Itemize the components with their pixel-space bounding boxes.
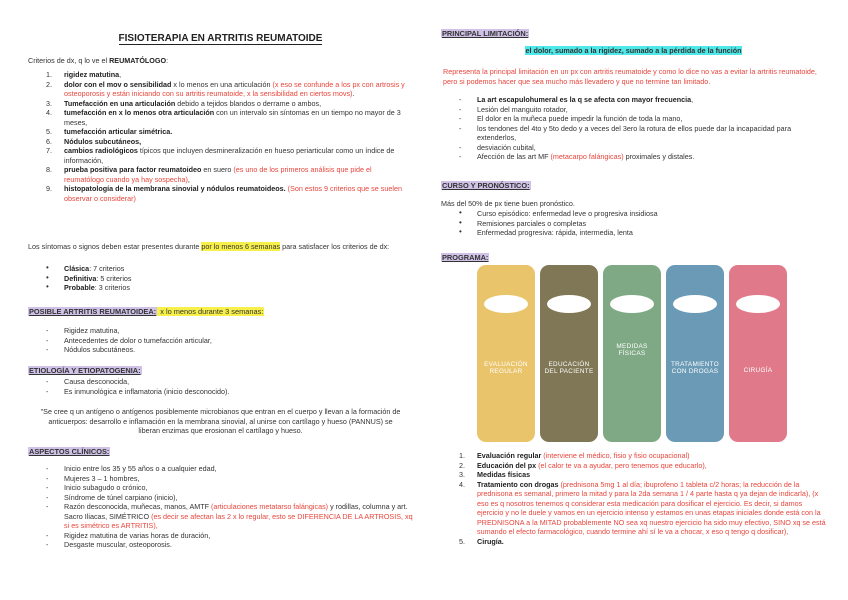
aspectos-item	[28, 502, 413, 531]
item-number: 2.	[459, 460, 465, 470]
criteria-item	[28, 80, 413, 99]
item-number: 8.	[46, 165, 52, 174]
posible-item: - Rigidez matutina,	[28, 326, 413, 336]
posible-list	[28, 326, 413, 355]
aspectos-item	[28, 493, 413, 503]
item-text: Afección de las art MF	[477, 152, 551, 161]
etiologia-item: - Es inmunológica e inflamatoria (inicio desconocido).	[28, 387, 413, 397]
card-label: EDUCACIÓN DEL PACIENTE	[544, 361, 594, 376]
card-label: CIRUGÍA	[743, 367, 773, 374]
aspectos-list	[28, 464, 413, 550]
criteria-item	[28, 137, 413, 147]
item-bold: Evaluación regular	[477, 451, 542, 460]
item-number: 1.	[459, 451, 465, 460]
item-bold: Cirugía.	[477, 536, 504, 546]
item-text: los tendones del 4to y 5to dedo y a veces del 3ero la rotura de ellos puede dar la incapacidad para extenderlos,	[477, 123, 792, 142]
programa-infographic	[477, 265, 820, 442]
aspectos-item	[28, 531, 413, 541]
limitacion-item	[441, 114, 826, 124]
item-bold: La art escapulohumeral es la q se afecta con mayor frecuencia	[477, 95, 692, 104]
item-text: ,	[691, 95, 694, 104]
programa-item	[441, 480, 826, 537]
item-note: (el calor te va a ayudar, pero tenemos que educarlo),	[536, 460, 707, 470]
card-label: TRATAMIENTO CON DROGAS	[670, 361, 720, 376]
criteria-list	[28, 70, 413, 203]
item-number: 4.	[46, 108, 52, 117]
item-text: El dolor en la muñeca puede impedir la función de toda la mano,	[477, 114, 683, 123]
item-number: 2.	[46, 79, 52, 89]
item-text: Mujeres 3 – 1 hombres,	[64, 473, 140, 483]
item-text: : 3 criterios	[94, 283, 130, 292]
criteria-item	[28, 127, 413, 137]
limitacion-note: Representa la principal limitación en un px con artritis reumatoide y como lo dice no vas a evitar la artritis reumatoide, pero si podemos hacer que sea mucho más llevadero y que no termine tan limitado.	[443, 67, 817, 86]
item-bold: Educación del px	[477, 460, 537, 470]
item-bold: Nódulos subcutáneos,	[64, 136, 142, 146]
criteria-item	[28, 99, 413, 109]
criteria-item	[28, 146, 413, 165]
item-bold: Medidas físicas	[477, 470, 531, 479]
programa-list	[441, 451, 826, 546]
card-educacion	[540, 265, 598, 442]
item-number: 5.	[459, 536, 465, 546]
item-text: Inicio subagudo o crónico,	[64, 483, 148, 492]
item-note: (es uno de los primeros análisis que pide el reumatólogo cuando ya hay sospecha)	[64, 165, 372, 184]
criteria-item	[28, 70, 413, 80]
item-number: 5.	[46, 127, 52, 136]
item-number: 1.	[46, 70, 52, 79]
limitacion-item	[441, 105, 826, 115]
limitacion-list	[441, 95, 826, 162]
item-text: y rodillas, columna y art. Sacro Iliacas, SIMÉTRICO	[64, 502, 408, 521]
item-bold: tumefacción en x lo menos otra articulación	[64, 108, 215, 117]
classification-item	[28, 274, 413, 284]
criteria-item	[28, 165, 413, 184]
item-text: Síndrome de túnel carpiano (inicio),	[64, 492, 178, 502]
item-number: 7.	[46, 146, 52, 155]
aspectos-item	[28, 474, 413, 484]
classification-list	[28, 264, 413, 293]
item-number: 3.	[46, 98, 52, 108]
aspectos-item	[28, 464, 413, 474]
limitacion-item	[441, 143, 826, 153]
limitacion-item	[441, 152, 826, 162]
curso-list	[441, 209, 826, 238]
item-text: proximales y distales.	[623, 152, 695, 161]
item-text: Desgaste muscular, osteoporosis.	[64, 540, 172, 549]
item-number: 4.	[459, 479, 465, 489]
programa-heading: PROGRAMA:	[442, 253, 489, 262]
programa-item	[441, 470, 826, 480]
item-number: 3.	[459, 470, 465, 479]
item-text: ,	[119, 70, 122, 79]
item-bold: histopatología de la membrana sinovial y nódulos reumatoideos.	[64, 184, 286, 193]
item-bold: Tratamiento con drogas	[477, 479, 559, 489]
card-cirugia	[729, 265, 787, 442]
item-note: (es decir se afectan las 2 x lo regular, esto se DIFERENCIA DE LA ARTROSIS, xq si es simétrico es ARTRITIS),	[64, 511, 413, 530]
item-text: : 7 criterios	[89, 264, 125, 273]
classification-item	[28, 264, 413, 274]
item-bold: cambios radiológicos	[64, 146, 138, 155]
item-text: x lo menos en una articulación	[171, 79, 273, 89]
aspectos-heading: ASPECTOS CLÍNICOS:	[29, 447, 110, 456]
item-note: (metacarpo falángicas)	[550, 152, 624, 161]
item-text: desviación cubital,	[477, 142, 536, 152]
curso-item: • Curso episódico: enfermedad leve o progresiva insidiosa	[441, 209, 826, 219]
etiologia-list	[28, 377, 413, 396]
item-bold: Clásica	[64, 264, 90, 273]
posible-item: - Nódulos subcutáneos.	[28, 345, 413, 355]
item-text: típicos que incluyen desmineralización en hueso periarticular como un índice de información,	[64, 146, 395, 165]
card-oval	[673, 295, 717, 313]
posible-item: - Antecedentes de dolor o tumefacción articular,	[28, 336, 413, 346]
item-bold: Probable	[64, 283, 95, 292]
card-evaluacion	[477, 265, 535, 442]
item-note: (articulaciones metatarso falángicas)	[211, 502, 329, 511]
item-note: (prednisona 5mg 1 al día; ibuprofeno 1 tableta c/2 horas; la reducción de la prednisona es semanal, primero la mitad y para la 2da semana 1 / 4 parte hasta q ya dejan de indicarla), (x eso es q nosotros tenemos q considerar esta medicación para dosificar el ejercicio. Es decir, si damos ejercicio y no le duele y vamos en un ejercicio intenso y estamos en unas etapas iniciales donde está con la PREDNISONA a la MITAD probablemente NO sea xq nuestro ejercicio ha sido muy efectivo, SINO xq se está sumando el efecto farmacológico, cuando termine ahí sí le va a chocar, x eso q tengo q dosificar),	[477, 479, 826, 536]
card-oval	[736, 295, 780, 313]
aspectos-item	[28, 483, 413, 493]
card-label: EVALUACIÓN REGULAR	[484, 361, 528, 376]
item-text: : 5 criterios	[96, 273, 132, 283]
item-bold: Tumefacción en una articulación	[64, 98, 176, 108]
item-bold: tumefacción articular simétrica.	[64, 127, 173, 136]
card-oval	[547, 295, 591, 313]
curso-heading: CURSO Y PRONÓSTICO:	[442, 181, 530, 190]
item-bold: Definitiva	[64, 273, 97, 283]
limitacion-item	[441, 124, 826, 143]
page-title: FISIOTERAPIA EN ARTRITIS REUMATOIDE	[118, 33, 323, 44]
item-text: ,	[187, 174, 190, 184]
programa-item	[441, 451, 826, 461]
classification-item	[28, 283, 413, 293]
aspectos-item	[28, 540, 413, 550]
item-bold: prueba positiva para factor reumatoideo	[64, 165, 202, 174]
item-text: .	[352, 89, 355, 98]
card-medidas	[603, 265, 661, 442]
item-text: con un intervalo sin síntomas en un tiempo no mayor de 3 meses,	[64, 108, 401, 127]
item-note: (x eso se confunde a los px con artrosis y osteoporosis y están iniciando con su artritis reumatoide, x la sensibilidad en ciertos movs)	[64, 79, 405, 98]
item-note: (Son estos 9 criterios que se suelen observar o considerar)	[64, 184, 402, 203]
programa-item	[441, 537, 826, 547]
card-tratamiento	[666, 265, 724, 442]
criteria-item	[28, 108, 413, 127]
limitacion-heading: PRINCIPAL LIMITACIÓN:	[442, 29, 529, 38]
item-number: 6.	[46, 136, 52, 146]
item-text: Lesión del manguito rotador,	[477, 104, 568, 114]
item-bold: rigidez matutina	[64, 70, 120, 79]
item-text: Razón desconocida, muñecas, manos, AMTF	[64, 502, 212, 511]
item-text: Inicio entre los 35 y 55 años o a cualquier edad,	[64, 464, 217, 473]
criteria-intro: Criterios de dx, q lo ve el REUMATÓLOGO:	[28, 56, 169, 65]
limitacion-highlight: el dolor, sumado a la rigidez, sumado a la pérdida de la función	[525, 46, 742, 55]
posible-heading: POSIBLE ARTRITIS REUMATOIDEA: x lo menos durante 3 semanas:	[29, 307, 264, 316]
curso-item: • Remisiones parciales o completas	[441, 219, 826, 229]
item-number: 9.	[46, 184, 52, 193]
criteria-item	[28, 184, 413, 203]
card-label: MEDIDAS FÍSICAS	[616, 343, 648, 358]
item-text: debido a tejidos blandos o derrame o ambos,	[175, 98, 322, 108]
etiologia-quote: "Se cree q un antígeno o antígenos posiblemente microbianos que entran en el cuerpo y llevan a la formación de anticuerpos: desarrollo e inflamación en la membrana sinovial, al unirse con cartílago y hueso (PANNUS) se liberan enzimas que erosionan el cartílago y hueso.	[40, 407, 401, 435]
curso-item: • Enfermedad progresiva: rápida, intermedia, lenta	[441, 228, 826, 238]
item-bold: dolor con el mov o sensibilidad	[64, 79, 172, 89]
card-oval	[484, 295, 528, 313]
limitacion-item	[441, 95, 826, 105]
curso-intro: Más del 50% de px tiene buen pronóstico.	[441, 199, 575, 208]
etiologia-heading: ETIOLOGÍA Y ETIOPATOGENIA:	[29, 366, 141, 375]
programa-item	[441, 461, 826, 471]
item-note: (interviene el médico, fisio y fisio ocupacional)	[541, 451, 690, 460]
etiologia-item: - Causa desconocida,	[28, 377, 413, 387]
card-oval	[610, 295, 654, 313]
symptoms-paragraph: Los síntomas o signos deben estar presentes durante por lo menos 6 semanas para satisfacer los criterios de dx:	[28, 242, 390, 251]
item-text: Rigidez matutina de varias horas de duración,	[64, 530, 211, 540]
item-text: en suero	[201, 165, 234, 174]
